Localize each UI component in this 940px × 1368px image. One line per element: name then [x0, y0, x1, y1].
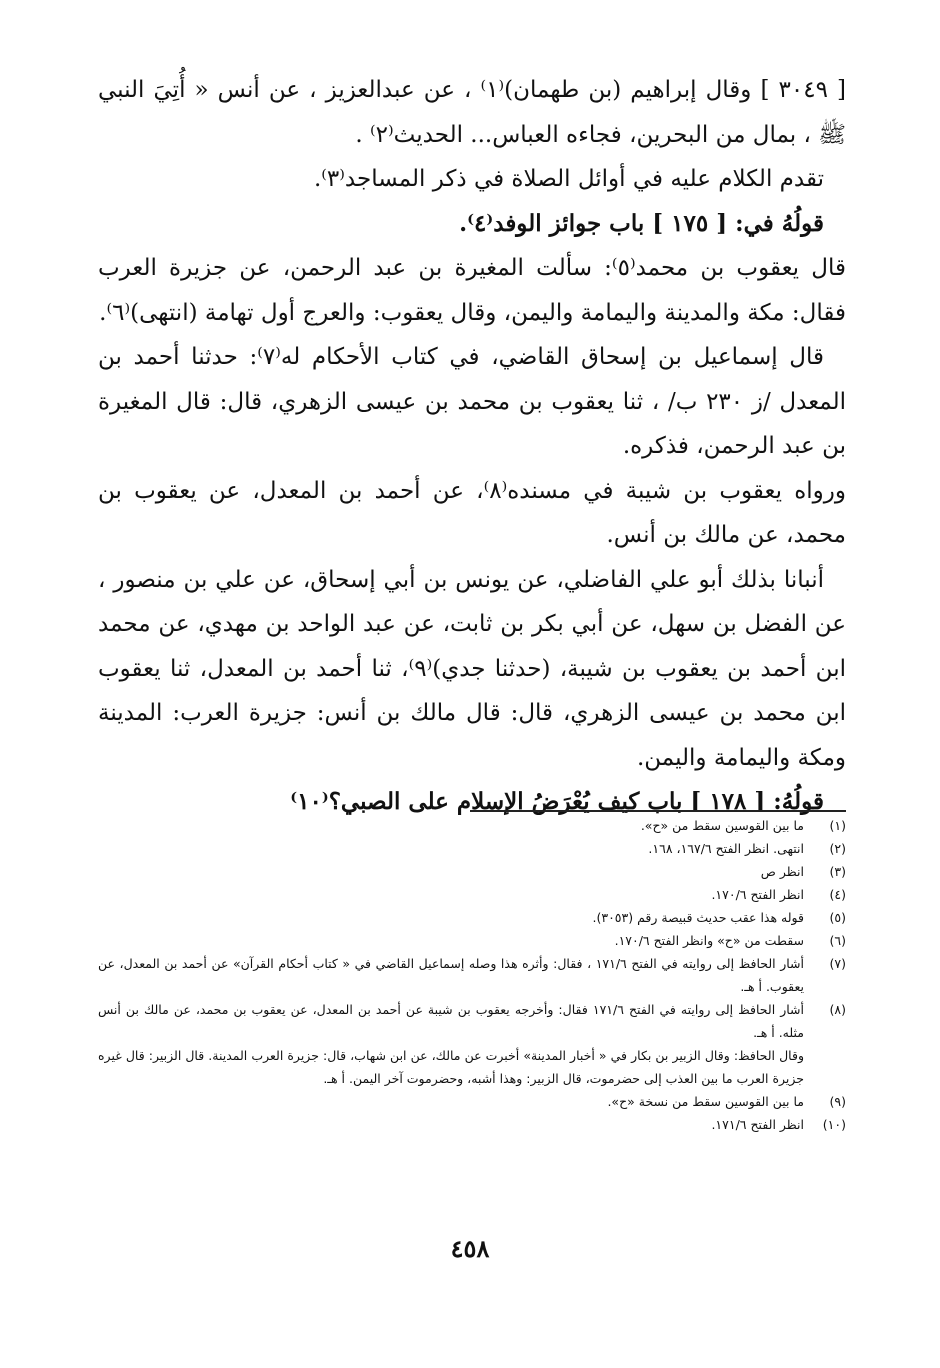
- footnote-number: (١): [829, 818, 846, 833]
- footnote: [98, 883, 846, 906]
- footnote-text: انظر الفتح ١٧١/٦.: [711, 1117, 804, 1132]
- footnote-text: أشار الحافظ إلى روايته في الفتح ١٧١/٦ ، فقال: وأثره هذا وصله إسماعيل القاضي في « كتاب أحكام القرآن» عن أحمد بن المعدل، عن يعقوب. أ هـ.: [98, 956, 804, 994]
- footnote: [98, 1090, 846, 1113]
- footnote-text: ما بين القوسين سقط من نسخة «ح».: [607, 1094, 804, 1109]
- paragraph: ورواه يعقوب بن شيبة في مسنده⁽٨⁾، عن أحمد بن المعدل، عن يعقوب بن محمد، عن مالك بن أنس.: [98, 477, 846, 548]
- footnote-text: وقال الحافظ: وقال الزبير بن بكار في « أخبار المدينة» أخبرت عن مالك، عن ابن شهاب، قال: جزيرة العرب المدينة. قال الزبير: قال غيره جزيرة العرب ما بين العذب إلى حضرموت، قال الزبير: وهذا أشبه، وحضرموت آخر اليمن. أ هـ.: [98, 1048, 804, 1086]
- paragraph: تقدم الكلام عليه في أوائل الصلاة في ذكر المساجد⁽٣⁾.: [313, 166, 824, 192]
- footnote-text: انظر ص: [760, 864, 804, 879]
- footnote-number: (٤): [829, 887, 846, 902]
- paragraph: قال يعقوب بن محمد⁽٥⁾: سألت المغيرة بن عبد الرحمن، عن جزيرة العرب فقال: مكة والمدينة واليمامة واليمن، وقال يعقوب: والعرج أول تهامة (انتهى)⁽٦⁾.: [98, 255, 846, 326]
- footnote-continuation: [98, 1044, 846, 1090]
- footnote-text: انتهى. انظر الفتح ١٦٧/٦، ١٦٨.: [648, 841, 804, 856]
- paragraph: أنبانا بذلك أبو علي الفاضلي، عن يونس بن أبي إسحاق، عن علي بن منصور ، عن الفضل بن سهل، عن أبي بكر بن ثابت، عن عبد الواحد بن مهدي، عن محمد ابن أحمد بن يعقوب بن شيبة، (حدثنا جدي)⁽٩⁾، ثنا أحمد بن المعدل، ثنا يعقوب ابن محمد بن عيسى الزهري، قال: قال مالك بن أنس: جزيرة العرب: المدينة ومكة واليمامة واليمن.: [98, 566, 846, 771]
- footnote-number: (٧): [829, 956, 846, 971]
- footnote: [98, 906, 846, 929]
- footnote: [98, 837, 846, 860]
- footnote: [98, 929, 846, 952]
- footnote-number: (٦): [829, 933, 846, 948]
- paragraph: قال إسماعيل بن إسحاق القاضي، في كتاب الأحكام له⁽٧⁾: حدثنا أحمد بن المعدل /ز ٢٣٠ ب/ ، ثنا يعقوب بن محمد بن عيسى الزهري، قال: قال المغيرة بن عبد الرحمن، فذكره.: [98, 344, 846, 459]
- footnote-text: قوله هذا عقب حديث قبيصة رقم (٣٠٥٣).: [592, 910, 804, 925]
- footnote-number: (٨): [829, 1002, 846, 1017]
- footnote-text: انظر الفتح ١٧٠/٦.: [711, 887, 804, 902]
- footnote-number: (٣): [829, 864, 846, 879]
- footnote-divider: [470, 810, 846, 812]
- hadith-paragraph: [ ٣٠٤٩ ] وقال إبراهيم (بن طهمان)⁽١⁾ ، عن عبدالعزيز ، عن أنس « أُتِيَ النبي ﷺ ، بمال من البحرين، فجاءه العباس... الحديث⁽٢⁾ .: [98, 77, 846, 148]
- chapter-heading: قولُهُ: [ ١٧٨ ] باب كيف يُعْرَضُ الإسلام على الصبي؟⁽١٠⁾: [290, 788, 824, 815]
- footnote-text: ما بين القوسين سقط من «ح».: [640, 818, 804, 833]
- chapter-heading: قولُهُ في: [ ١٧٥ ] باب جوائز الوفد⁽٤⁾.: [459, 209, 824, 237]
- main-text: [98, 68, 846, 825]
- footnote: [98, 998, 846, 1044]
- footnote: [98, 814, 846, 837]
- footnote-number: (٢): [829, 841, 846, 856]
- page-number: ٤٥٨: [450, 1234, 490, 1263]
- footnote: [98, 860, 846, 883]
- footnote-number: (٩): [829, 1094, 846, 1109]
- footnote-text: أشار الحافظ إلى روايته في الفتح ١٧١/٦ فقال: وأخرجه يعقوب بن شيبة عن أحمد بن المعدل، عن يعقوب بن محمد، عن مالك بن أنس مثله. أ هـ.: [98, 1002, 804, 1040]
- footnote-number: (١٠): [822, 1117, 846, 1132]
- footnote: [98, 1113, 846, 1136]
- footnotes: [98, 814, 846, 1136]
- footnote: [98, 952, 846, 998]
- footnote-number: (٥): [829, 910, 846, 925]
- footnote-text: سقطت من «ح» وانظر الفتح ١٧٠/٦.: [614, 933, 804, 948]
